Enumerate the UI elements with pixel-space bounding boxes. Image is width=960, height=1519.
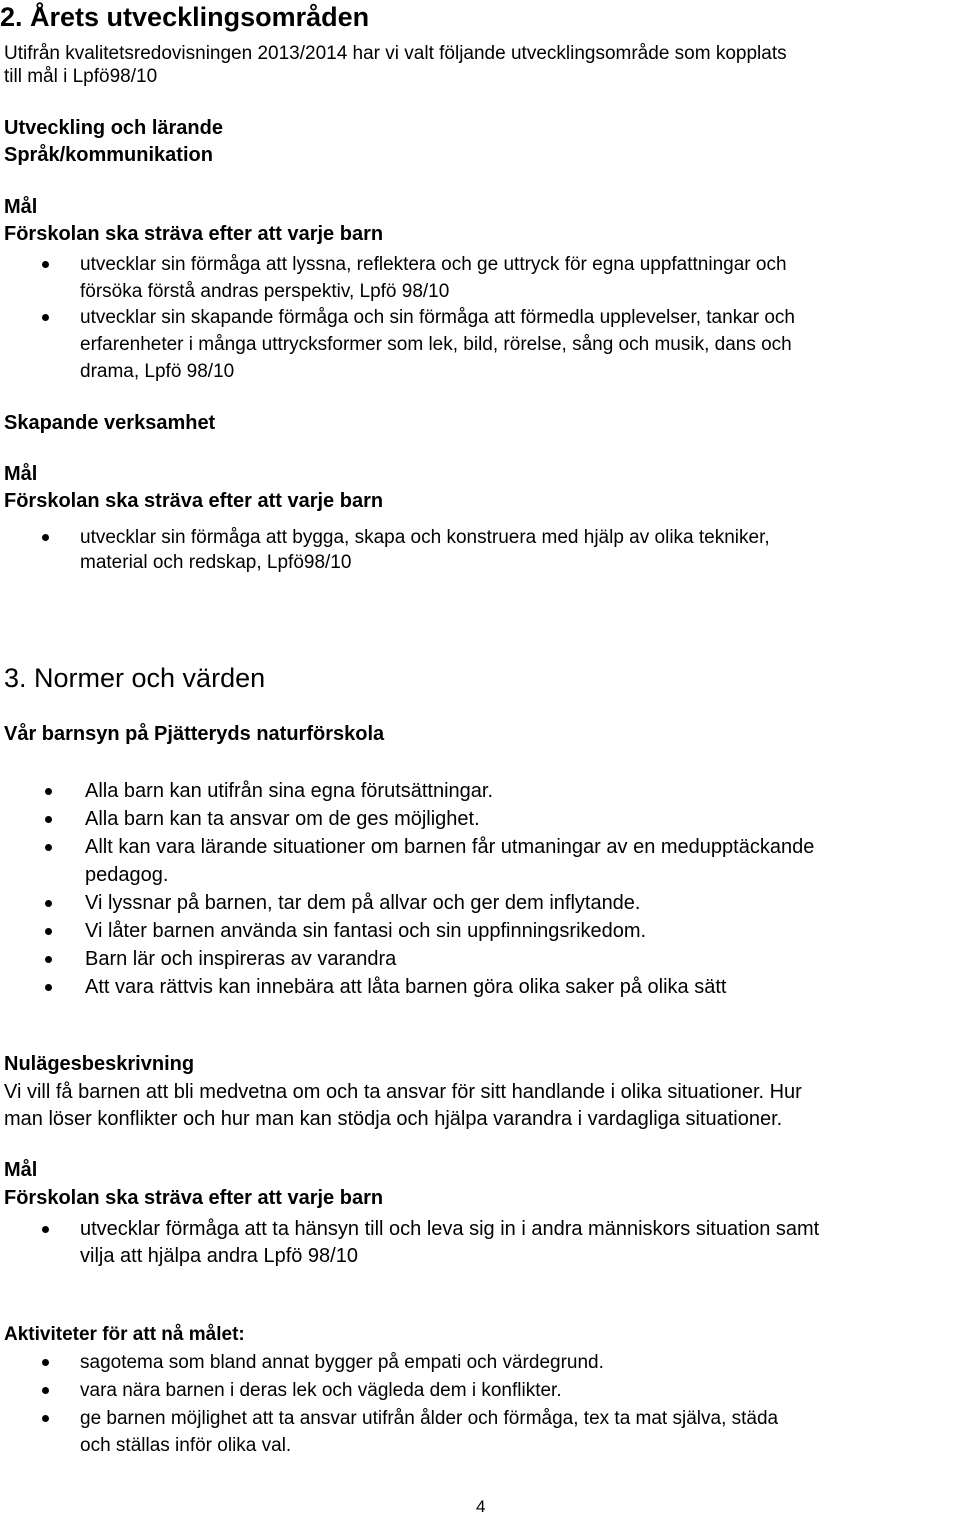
goal-intro-3: Förskolan ska sträva efter att varje barn [4,1187,384,1209]
barnsyn-item-3-line-1: Allt kan vara lärande situationer om barnen får utmaningar av en medupptäckande [85,836,815,858]
goal-label-3: Mål [4,1159,38,1181]
goal-intro: Förskolan ska sträva efter att varje barn [4,223,384,245]
barnsyn-item-2: Alla barn kan ta ansvar om de ges möjlighet. [85,808,480,830]
bullet-icon [42,1359,49,1366]
subheading-sprak: Språk/kommunikation [4,144,213,166]
activity-3-line-1: ge barnen möjlighet att ta ansvar utifrån ålder och förmåga, tex ta mat själva, städa [80,1408,779,1429]
goal-bullet-2-line-3: drama, Lpfö 98/10 [80,361,235,382]
goal-intro-2: Förskolan ska sträva efter att varje barn [4,490,384,512]
section-3-heading: 3. Normer och värden [4,663,266,693]
barnsyn-item-5: Vi låter barnen använda sin fantasi och sin uppfinningsrikedom. [85,920,647,942]
goal-3-bullet-line-2: vilja att hjälpa andra Lpfö 98/10 [80,1245,358,1267]
status-line-2: man löser konflikter och hur man kan stödja och hjälpa varandra i vardagliga situationer. [4,1108,783,1130]
bullet-icon [45,956,52,963]
bullet-icon [42,314,49,321]
bullet-icon [45,984,52,991]
bullet-icon [45,844,52,851]
goal-bullet-2-line-2: erfarenheter i många uttrycksformer som lek, bild, rörelse, sång och musik, dans och [80,334,792,355]
bullet-icon [42,1387,49,1394]
activities-heading: Aktiviteter för att nå målet: [4,1324,245,1345]
creative-bullet-line-1: utvecklar sin förmåga att bygga, skapa och konstruera med hjälp av olika tekniker, [80,527,770,548]
activity-2: vara nära barnen i deras lek och vägleda dem i konflikter. [80,1380,562,1401]
barnsyn-item-1: Alla barn kan utifrån sina egna förutsättningar. [85,780,494,802]
barnsyn-heading: Vår barnsyn på Pjätteryds naturförskola [4,723,385,745]
bullet-icon [42,1226,49,1233]
barnsyn-item-7: Att vara rättvis kan innebära att låta barnen göra olika saker på olika sätt [85,976,727,998]
activity-3-line-2: och ställas inför olika val. [80,1435,292,1456]
goal-label-2: Mål [4,463,38,485]
creative-bullet-line-2: material och redskap, Lpfö98/10 [80,552,352,573]
subheading-utveckling: Utveckling och lärande [4,117,223,139]
bullet-icon [42,534,49,541]
section-2-heading: 2. Årets utvecklingsområden [0,2,370,32]
intro-line-1: Utifrån kvalitetsredovisningen 2013/2014 har vi valt följande utvecklingsområde som kopplats [4,43,787,64]
barnsyn-item-3-line-2: pedagog. [85,864,169,886]
goal-label: Mål [4,196,38,218]
bullet-icon [42,1415,49,1422]
bullet-icon [42,261,49,268]
goal-bullet-1-line-2: försöka förstå andras perspektiv, Lpfö 98/10 [80,281,450,302]
bullet-icon [45,928,52,935]
goal-bullet-2-line-1: utvecklar sin skapande förmåga och sin förmåga att förmedla upplevelser, tankar och [80,307,795,328]
goal-3-bullet-line-1: utvecklar förmåga att ta hänsyn till och leva sig in i andra människors situation samt [80,1218,820,1240]
creative-heading: Skapande verksamhet [4,412,216,434]
barnsyn-item-6: Barn lär och inspireras av varandra [85,948,397,970]
bullet-icon [45,788,52,795]
bullet-icon [45,900,52,907]
goal-bullet-1-line-1: utvecklar sin förmåga att lyssna, reflektera och ge uttryck för egna uppfattningar och [80,254,787,275]
activity-1: sagotema som bland annat bygger på empati och värdegrund. [80,1352,604,1373]
intro-line-2: till mål i Lpfö98/10 [4,66,158,87]
status-line-1: Vi vill få barnen att bli medvetna om och ta ansvar för sitt handlande i olika situationer. Hur [4,1081,802,1103]
barnsyn-item-4: Vi lyssnar på barnen, tar dem på allvar och ger dem inflytande. [85,892,641,914]
page-number: 4 [476,1497,486,1516]
bullet-icon [45,816,52,823]
status-heading: Nulägesbeskrivning [4,1053,195,1075]
